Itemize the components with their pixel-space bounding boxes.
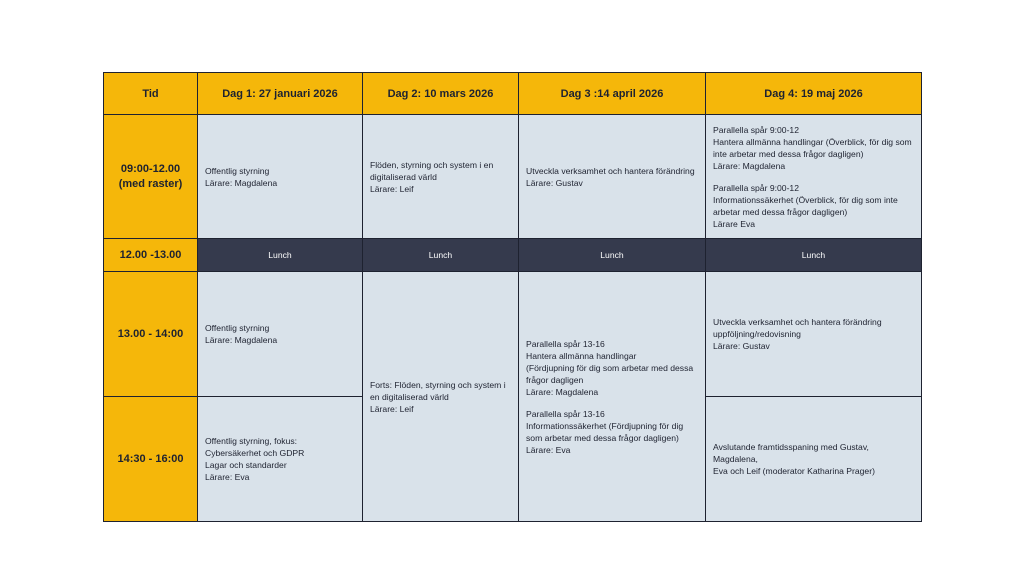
session-day3-morning (519, 115, 706, 239)
session-day1-morning (198, 115, 363, 239)
session-text: Lärare: Magdalena (205, 177, 278, 188)
header-time: Tid (104, 73, 198, 115)
session-text: som arbetar med dessa frågor dagligen) (526, 432, 679, 443)
session-text: Offentlig styrning (205, 165, 270, 176)
session-day4-afternoon-1 (706, 272, 922, 397)
session-day1-afternoon-1 (198, 272, 363, 397)
time-afternoon-2: 14:30 - 16:00 (104, 397, 198, 522)
session-text: uppföljning/redovisning (713, 329, 801, 339)
session-text: Avslutande framtidsspaning med Gustav, Magdalena, (713, 442, 869, 464)
session-text: Lärare: Leif (370, 403, 414, 414)
time-morning (104, 115, 198, 239)
session-text: en digitaliserad värld (370, 391, 449, 402)
session-text: Parallella spår 13-16 (526, 408, 605, 419)
lunch-day1: Lunch (198, 239, 363, 272)
session-text: Offentlig styrning, fokus: (205, 436, 298, 446)
session-text: Offentlig styrning (205, 323, 270, 333)
session-text: Lärare: Eva (526, 444, 571, 455)
session-text: Eva och Leif (moderator Katharina Prager) (713, 466, 875, 476)
lunch-day2: Lunch (363, 239, 519, 272)
time-text: 09:00-12.00 (120, 162, 181, 175)
session-text: Hantera allmänna handlingar (526, 350, 637, 361)
header-day-4: Dag 4: 19 maj 2026 (706, 73, 922, 115)
session-text: Cybersäkerhet och GDPR (205, 448, 305, 458)
session-text: Parallella spår 9:00-12 (713, 182, 799, 193)
header-day-3: Dag 3 :14 april 2026 (519, 73, 706, 115)
header-row (104, 73, 922, 115)
session-text: Utveckla verksamhet och hantera förändring (713, 317, 882, 327)
schedule-table (103, 72, 922, 522)
time-text: (med raster) (118, 177, 183, 190)
session-text: Lärare: Gustav (526, 177, 583, 188)
time-afternoon-1: 13.00 - 14:00 (104, 272, 198, 397)
session-text: Parallella spår 13-16 (526, 338, 605, 349)
session-text: (Fördjupning för dig som arbetar med dessa (526, 362, 694, 373)
spacer (713, 172, 914, 182)
header-day-2: Dag 2: 10 mars 2026 (363, 73, 519, 115)
session-text: inte arbetar med dessa frågor dagligen) (713, 148, 864, 159)
session-text: Lärare: Leif (370, 183, 414, 194)
session-text: Lärare: Magdalena (526, 386, 599, 397)
session-text: Informationssäkerhet (Fördjupning för dig (526, 420, 684, 431)
session-day3-afternoon (519, 272, 706, 522)
session-day2-morning (363, 115, 519, 239)
spacer (526, 398, 698, 408)
session-text: Lärare: Magdalena (713, 160, 786, 171)
session-text: arbetar med dessa frågor dagligen) (713, 206, 848, 217)
afternoon-row-1 (104, 272, 922, 397)
session-day2-afternoon (363, 272, 519, 522)
session-text: Lärare Eva (713, 218, 756, 229)
session-text: digitaliserad värld (370, 171, 437, 182)
lunch-day3: Lunch (519, 239, 706, 272)
morning-row (104, 115, 922, 239)
session-text: Lagar och standarder (205, 460, 287, 470)
session-text: Lärare: Gustav (713, 341, 770, 351)
session-day4-afternoon-2 (706, 397, 922, 522)
session-day4-morning (706, 115, 922, 239)
time-lunch: 12.00 -13.00 (104, 239, 198, 272)
session-text: Flöden, styrning och system i en (370, 159, 494, 170)
session-text: frågor dagligen (526, 374, 584, 385)
session-text: Lärare: Eva (205, 472, 250, 482)
session-text: Lärare: Magdalena (205, 335, 278, 345)
lunch-day4: Lunch (706, 239, 922, 272)
session-day1-afternoon-2 (198, 397, 363, 522)
session-text: Hantera allmänna handlingar (Överblick, för dig som (713, 136, 912, 147)
header-day-1: Dag 1: 27 januari 2026 (198, 73, 363, 115)
session-text: Forts: Flöden, styrning och system i (370, 379, 506, 390)
session-text: Utveckla verksamhet och hantera förändring (526, 165, 695, 176)
lunch-row (104, 239, 922, 272)
session-text: Parallella spår 9:00-12 (713, 124, 799, 135)
session-text: Informationssäkerhet (Överblick, för dig som inte (713, 194, 898, 205)
